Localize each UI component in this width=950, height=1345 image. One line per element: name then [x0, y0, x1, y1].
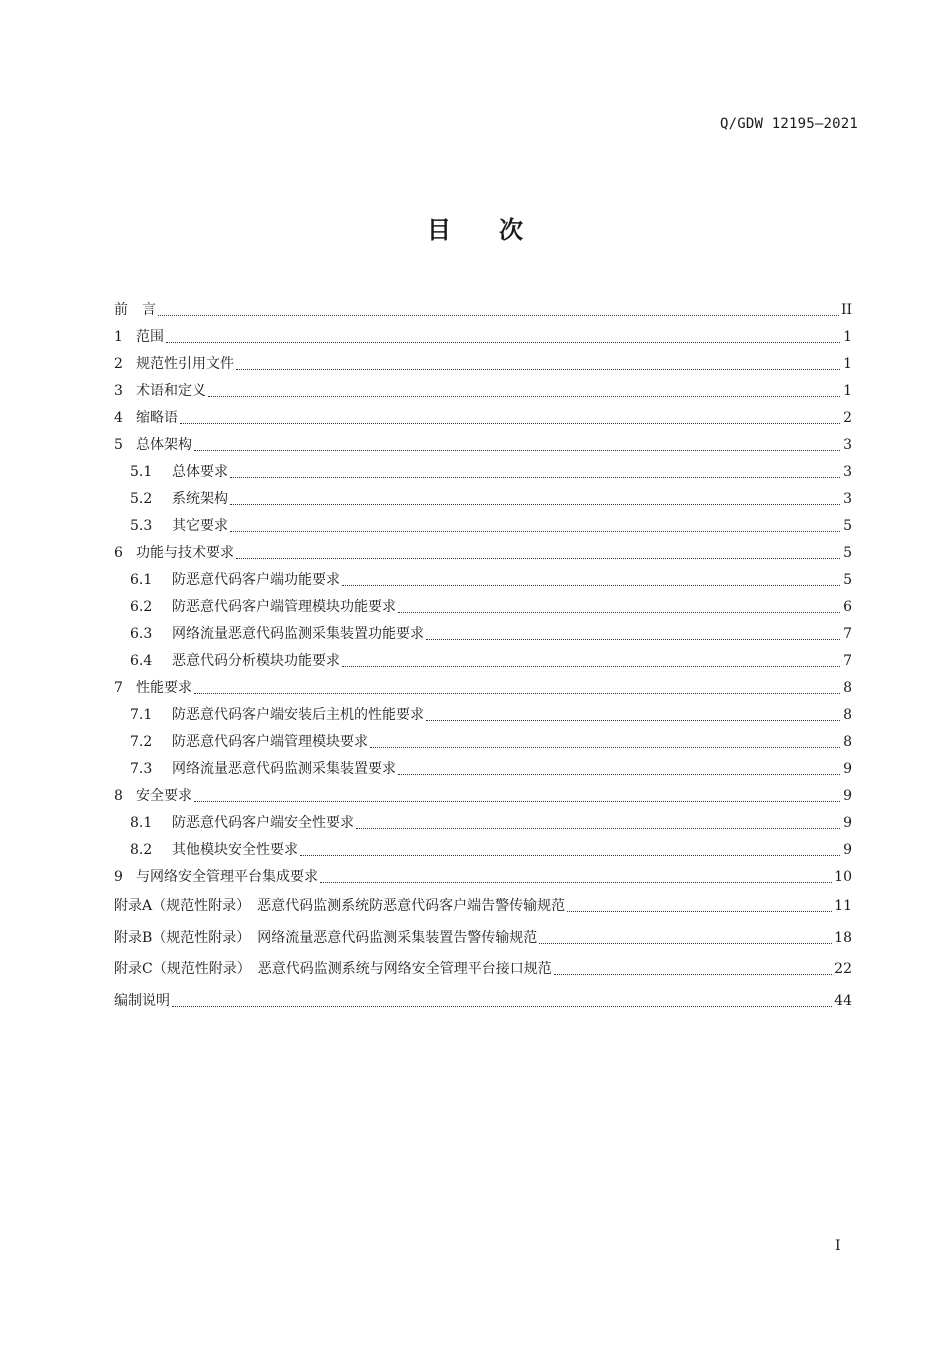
toc-entry-number: 2 [114, 356, 123, 372]
toc-entry[interactable] [114, 459, 852, 486]
toc-entry-label: 防恶意代码客户端功能要求 [172, 572, 340, 588]
toc-entry-label: 附录A（规范性附录） 恶意代码监测系统防恶意代码客户端告警传输规范 [114, 898, 566, 914]
toc-entry-number: 8.1 [130, 815, 153, 831]
toc-entry-page: 8 [843, 680, 852, 696]
toc-entry[interactable] [114, 378, 852, 405]
toc-entry-page: 8 [843, 734, 852, 750]
toc-entry[interactable] [114, 540, 852, 567]
toc-entry-label: 网络流量恶意代码监测采集装置功能要求 [172, 626, 424, 642]
toc-entry-label: 功能与技术要求 [136, 545, 234, 561]
toc-entry[interactable] [114, 648, 852, 675]
toc-entry-label: 防恶意代码客户端管理模块功能要求 [172, 599, 396, 615]
toc-entry-page: 1 [843, 383, 852, 399]
dot-leader [230, 504, 840, 505]
dot-leader [370, 747, 840, 748]
toc-entry[interactable] [114, 729, 852, 756]
toc-entry-page: 3 [843, 491, 852, 507]
toc-entry-page: 9 [843, 842, 852, 858]
toc-entry-page: 9 [843, 815, 852, 831]
toc-entry-page: 5 [843, 518, 852, 534]
toc-entry-number: 6.1 [130, 572, 153, 588]
toc-entry-number: 7.1 [130, 707, 153, 723]
toc-entry-page: 6 [843, 599, 852, 615]
toc-entry-label: 其他模块安全性要求 [172, 842, 298, 858]
toc-entry-page: 7 [843, 626, 852, 642]
toc-entry-label: 网络流量恶意代码监测采集装置要求 [172, 761, 396, 777]
toc-entry-label: 恶意代码分析模块功能要求 [172, 653, 340, 669]
table-of-contents [114, 297, 852, 1017]
toc-entry-label: 编制说明 [114, 992, 170, 1009]
dot-leader [426, 720, 840, 721]
toc-entry-number: 5.3 [130, 518, 153, 534]
toc-entry-label: 防恶意代码客户端安装后主机的性能要求 [172, 707, 424, 723]
dot-leader [567, 911, 832, 912]
toc-entry[interactable] [114, 756, 852, 783]
toc-entry[interactable] [114, 954, 852, 986]
toc-entry-label: 系统架构 [172, 491, 228, 507]
toc-entry-page: 8 [843, 707, 852, 723]
toc-entry[interactable] [114, 986, 852, 1018]
dot-leader [398, 774, 840, 775]
dot-leader [300, 855, 840, 856]
toc-entry-page: 22 [834, 961, 852, 977]
document-code: Q/GDW 12195—2021 [719, 116, 858, 132]
dot-leader [230, 531, 840, 532]
page-number: I [835, 1238, 841, 1254]
toc-entry-page: 10 [834, 869, 852, 885]
page-title: 目次 [427, 216, 571, 244]
dot-leader [554, 974, 832, 975]
dot-leader [320, 882, 832, 883]
toc-entry-label: 前 言 [114, 302, 156, 318]
toc-entry[interactable] [114, 324, 852, 351]
dot-leader [426, 639, 840, 640]
toc-entry-number: 6.2 [130, 599, 153, 615]
toc-entry[interactable] [114, 486, 852, 513]
toc-entry-label: 规范性引用文件 [136, 356, 234, 372]
toc-entry-label: 与网络安全管理平台集成要求 [136, 869, 318, 885]
toc-entry-page: II [840, 302, 852, 318]
dot-leader [230, 477, 840, 478]
dot-leader [180, 423, 840, 424]
toc-entry[interactable] [114, 351, 852, 378]
toc-entry-page: 3 [843, 464, 852, 480]
toc-entry-label: 其它要求 [172, 518, 228, 534]
dot-leader [194, 801, 840, 802]
toc-entry-page: 44 [834, 992, 852, 1009]
toc-entry-number: 7 [114, 680, 123, 696]
dot-leader [342, 666, 840, 667]
toc-entry[interactable] [114, 432, 852, 459]
toc-entry-number: 7.3 [130, 761, 153, 777]
toc-entry-label: 附录C（规范性附录） 恶意代码监测系统与网络安全管理平台接口规范 [114, 961, 552, 977]
toc-entry-number: 5.1 [130, 464, 153, 480]
toc-entry-number: 6.3 [130, 626, 153, 642]
toc-entry-number: 5.2 [130, 491, 153, 507]
toc-entry-page: 3 [843, 437, 852, 453]
toc-entry[interactable] [114, 621, 852, 648]
toc-entry-label: 安全要求 [136, 788, 192, 804]
toc-entry-label: 缩略语 [136, 410, 178, 426]
toc-entry-number: 8.2 [130, 842, 153, 858]
toc-entry[interactable] [114, 405, 852, 432]
toc-entry-label: 防恶意代码客户端管理模块要求 [172, 734, 368, 750]
dot-leader [166, 342, 840, 343]
toc-entry-number: 6 [114, 545, 123, 561]
toc-entry[interactable] [114, 297, 852, 324]
toc-entry[interactable] [114, 702, 852, 729]
toc-entry[interactable] [114, 675, 852, 702]
toc-entry-page: 5 [843, 572, 852, 588]
dot-leader [539, 943, 832, 944]
toc-entry-page: 1 [843, 356, 852, 372]
toc-entry-page: 9 [843, 761, 852, 777]
dot-leader [236, 558, 840, 559]
toc-entry-page: 11 [834, 898, 852, 914]
toc-entry-label: 术语和定义 [136, 383, 206, 399]
dot-leader [158, 315, 839, 316]
dot-leader [236, 369, 840, 370]
toc-entry-number: 3 [114, 383, 123, 399]
dot-leader [342, 585, 840, 586]
dot-leader [356, 828, 840, 829]
dot-leader [194, 693, 840, 694]
toc-entry-page: 2 [843, 410, 852, 426]
toc-entry-page: 7 [843, 653, 852, 669]
toc-entry-number: 5 [114, 437, 123, 453]
toc-entry-number: 8 [114, 788, 123, 804]
toc-entry[interactable] [114, 810, 852, 837]
toc-entry-page: 5 [843, 545, 852, 561]
toc-entry-page: 18 [834, 929, 852, 946]
dot-leader [398, 612, 840, 613]
toc-entry[interactable] [114, 513, 852, 540]
toc-entry-number: 9 [114, 869, 123, 885]
toc-entry-number: 7.2 [130, 734, 153, 750]
toc-entry[interactable] [114, 783, 852, 810]
toc-entry-number: 4 [114, 410, 123, 426]
toc-entry[interactable] [114, 594, 852, 621]
toc-entry-page: 1 [843, 329, 852, 345]
toc-entry-label: 总体架构 [136, 437, 192, 453]
toc-entry[interactable] [114, 837, 852, 864]
toc-entry-label: 防恶意代码客户端安全性要求 [172, 815, 354, 831]
toc-entry-label: 总体要求 [172, 464, 228, 480]
toc-entry-label: 范围 [136, 329, 164, 345]
dot-leader [172, 1006, 832, 1007]
toc-entry[interactable] [114, 891, 852, 923]
toc-entry[interactable] [114, 864, 852, 891]
toc-entry-number: 6.4 [130, 653, 153, 669]
toc-entry[interactable] [114, 567, 852, 594]
dot-leader [194, 450, 840, 451]
dot-leader [208, 396, 840, 397]
toc-entry-label: 附录B（规范性附录） 网络流量恶意代码监测采集装置告警传输规范 [114, 929, 538, 946]
toc-entry-label: 性能要求 [136, 680, 192, 696]
toc-entry-page: 9 [843, 788, 852, 804]
toc-entry-number: 1 [114, 329, 123, 345]
toc-entry[interactable] [114, 923, 852, 955]
